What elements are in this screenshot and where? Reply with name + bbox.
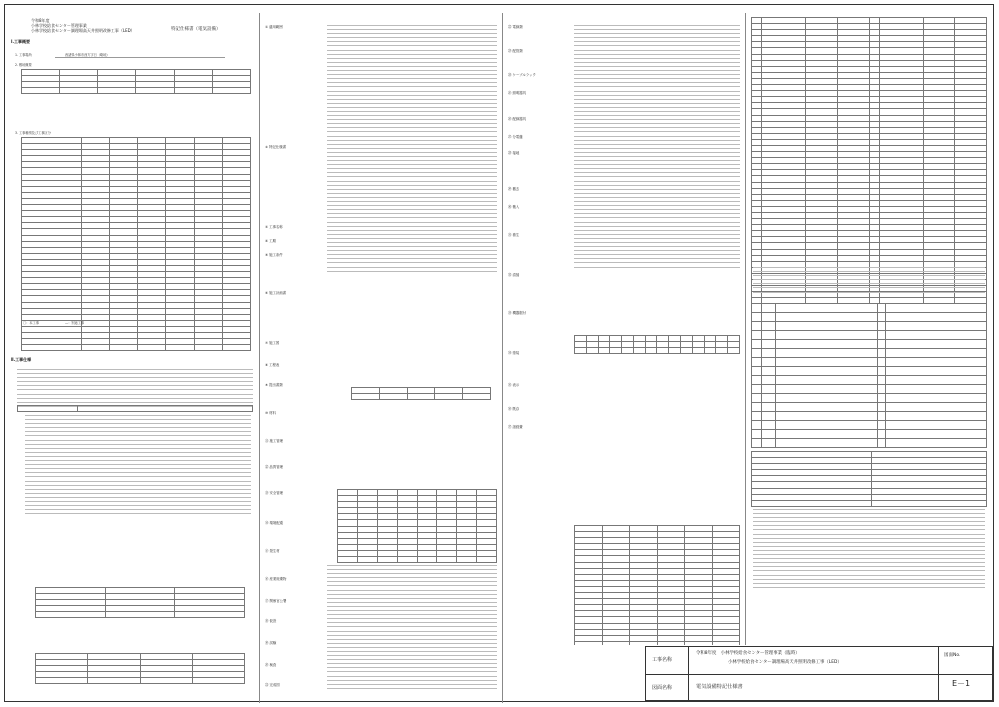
right-item: ㉛ 養生 bbox=[508, 233, 520, 237]
middle-item-list bbox=[265, 21, 325, 701]
middle-item: ⑳ 検査 bbox=[265, 663, 277, 667]
middle-item: ⑬ 安全管理 bbox=[265, 491, 284, 495]
right-item: ㉞ 塗装 bbox=[508, 351, 520, 355]
spec-title: 特記仕様書（電気設備） bbox=[171, 27, 221, 32]
project-name-line2: 小林学校給食センター調理場高天井照明改修工事（LED） bbox=[728, 660, 842, 665]
column-2 bbox=[261, 13, 503, 703]
legend-circle: 〇：本工事 bbox=[23, 321, 39, 325]
right-item: ㉝ 機器据付 bbox=[508, 311, 527, 315]
middle-item: ㉑ 完成図 bbox=[265, 683, 280, 687]
bottom-notes-lines bbox=[753, 509, 985, 591]
project-line1: 小林学校給食センター管理事業 bbox=[31, 22, 87, 28]
symbol-legend-table bbox=[751, 303, 987, 448]
right-item: ㉕ 照明器具 bbox=[508, 91, 527, 95]
overview-item1-value: 西諸県小林市西方字日（略地） bbox=[65, 53, 110, 57]
right-text-lines-a bbox=[574, 25, 740, 271]
right-item-list bbox=[508, 21, 572, 641]
overview-item3-label: 3. 工事種別及び工事区分 bbox=[15, 131, 51, 135]
drawing-number: E－1 bbox=[952, 679, 971, 688]
middle-item: ⑮ 発生材 bbox=[265, 549, 280, 553]
right-item: ㉓ 配管類 bbox=[508, 49, 523, 53]
middle-item: ② 特記仕様書 bbox=[265, 145, 287, 149]
project-line2: 小林学校給食センター調理場高天井照明改修工事（LED） bbox=[31, 27, 135, 33]
legend-dash: —：別途工事 bbox=[65, 321, 85, 325]
middle-item: ⑭ 環境配慮 bbox=[265, 521, 284, 525]
right-item: ㉜ 清掃 bbox=[508, 273, 520, 277]
right-notes-lines bbox=[753, 267, 985, 296]
section-spec-heading: Ⅱ.工事仕様 bbox=[11, 357, 32, 362]
middle-item: ⑪ 施工管理 bbox=[265, 439, 284, 443]
middle-text-lines-b bbox=[327, 565, 497, 692]
overview-item1-label: 1. 工事場所 bbox=[15, 53, 32, 57]
spec-item-header bbox=[17, 405, 253, 412]
middle-item: ⑩ 材料 bbox=[265, 411, 276, 415]
equipment-list-table bbox=[574, 525, 740, 645]
middle-item: ⑦ 施工図 bbox=[265, 341, 280, 345]
middle-item: ① 適用範囲 bbox=[265, 25, 283, 29]
middle-item: ③ 工事名称 bbox=[265, 225, 283, 229]
middle-item: ⑧ 工程表 bbox=[265, 363, 280, 367]
equipment-remarks-table bbox=[751, 451, 987, 507]
section-overview-heading: Ⅰ.工事概要 bbox=[11, 39, 31, 44]
spec-item-lines-a bbox=[25, 415, 251, 517]
general-notes-lines bbox=[17, 369, 253, 410]
drawing-name: 電気設備特記仕様書 bbox=[696, 684, 743, 690]
title-block bbox=[645, 646, 993, 701]
middle-item: ⑫ 品質管理 bbox=[265, 465, 284, 469]
overview-item2-label: 2. 敷地概要 bbox=[15, 63, 32, 67]
middle-item: ⑨ 提出書類 bbox=[265, 383, 283, 387]
middle-text-lines-a bbox=[327, 25, 497, 275]
column-4 bbox=[747, 13, 993, 645]
middle-item: ⑰ 関係官公署 bbox=[265, 599, 287, 603]
right-item: ㊱ 既存 bbox=[508, 407, 520, 411]
project-name-line1: 令和8年度 小林学校給食センター管理事業（臨時） bbox=[696, 651, 800, 656]
right-item: ㉟ 表示 bbox=[508, 383, 520, 387]
material-list-table bbox=[35, 587, 245, 618]
work-division-table bbox=[21, 137, 251, 351]
middle-table-b bbox=[337, 489, 497, 563]
right-item: ㉒ 電線類 bbox=[508, 25, 523, 29]
right-item: ㉙ 撤去 bbox=[508, 187, 520, 191]
right-item: ㉖ 配線器具 bbox=[508, 117, 527, 121]
middle-item: ⑱ 仮設 bbox=[265, 619, 277, 623]
middle-table-a bbox=[351, 387, 491, 400]
material-spec-table bbox=[751, 17, 987, 304]
right-item: ㊲ 諸経費 bbox=[508, 425, 523, 429]
middle-item: ⑲ 試験 bbox=[265, 641, 277, 645]
right-item: ㉘ 接地 bbox=[508, 151, 520, 155]
middle-item: ⑤ 施工条件 bbox=[265, 253, 283, 257]
middle-item: ④ 工期 bbox=[265, 239, 276, 243]
site-overview-table bbox=[21, 69, 251, 94]
project-year: 令和8年度 bbox=[31, 18, 50, 23]
column-1 bbox=[5, 13, 260, 703]
illuminance-table bbox=[574, 335, 740, 354]
project-name-label: 工事名称 bbox=[652, 657, 673, 663]
column-3 bbox=[504, 13, 746, 645]
approval-table bbox=[35, 653, 245, 684]
drawing-number-label: 図面No. bbox=[944, 653, 961, 658]
drawing-name-label: 図面名称 bbox=[652, 685, 673, 691]
drawing-sheet bbox=[4, 4, 994, 702]
middle-item: ⑯ 産業廃棄物 bbox=[265, 577, 287, 581]
right-item: ㉗ 分電盤 bbox=[508, 135, 523, 139]
right-item: ㉚ 搬入 bbox=[508, 205, 520, 209]
right-item: ㉔ ケーブルラック bbox=[508, 73, 536, 77]
middle-item: ⑥ 施工計画書 bbox=[265, 291, 287, 295]
